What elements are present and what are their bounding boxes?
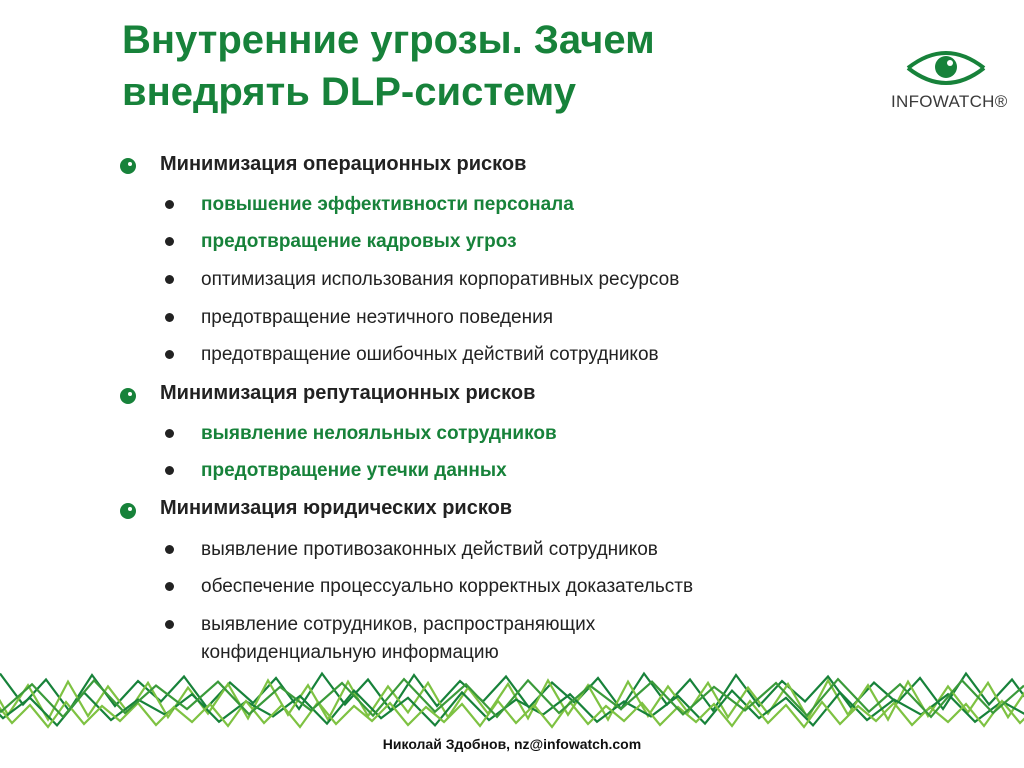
item-bullet-icon — [165, 545, 174, 554]
slide-title: Внутренние угрозы. Зачем внедрять DLP-систему — [122, 18, 655, 114]
list-item: предотвращение кадровых угроз — [201, 231, 517, 252]
section-bullet-icon — [120, 388, 136, 404]
section-heading-legal: Минимизация юридических рисков — [160, 497, 513, 519]
list-item: выявление противозаконных действий сотрудников — [201, 539, 658, 560]
list-item: предотвращение утечки данных — [201, 460, 507, 481]
item-bullet-icon — [165, 429, 174, 438]
item-bullet-icon — [165, 350, 174, 359]
list-item: выявление сотрудников, распространяющих конфиденциальную информацию — [201, 614, 596, 663]
section-bullet-icon — [120, 503, 136, 519]
logo-text: INFOWATCH® — [891, 92, 1008, 111]
item-bullet-icon — [165, 466, 174, 475]
section-heading-operational: Минимизация операционных рисков — [160, 153, 527, 175]
list-item: оптимизация использования корпоративных ресурсов — [201, 269, 680, 290]
list-item: предотвращение ошибочных действий сотрудников — [201, 344, 659, 365]
item-bullet-icon — [165, 313, 174, 322]
footer-author: Николай Здобнов, nz@infowatch.com — [382, 736, 642, 752]
section-heading-reputational: Минимизация репутационных рисков — [160, 382, 536, 404]
decorative-zigzag-pattern — [0, 670, 1024, 732]
list-item: выявление нелояльных сотрудников — [201, 423, 557, 444]
section-bullet-icon — [120, 158, 136, 174]
item-bullet-icon — [165, 237, 174, 246]
list-item: повышение эффективности персонала — [201, 194, 574, 215]
list-item: обеспечение процессуально корректных доказательств — [201, 576, 694, 597]
item-bullet-icon — [165, 275, 174, 284]
item-bullet-icon — [165, 582, 174, 591]
list-item: предотвращение неэтичного поведения — [201, 307, 554, 328]
item-bullet-icon — [165, 200, 174, 209]
item-bullet-icon — [165, 620, 174, 629]
